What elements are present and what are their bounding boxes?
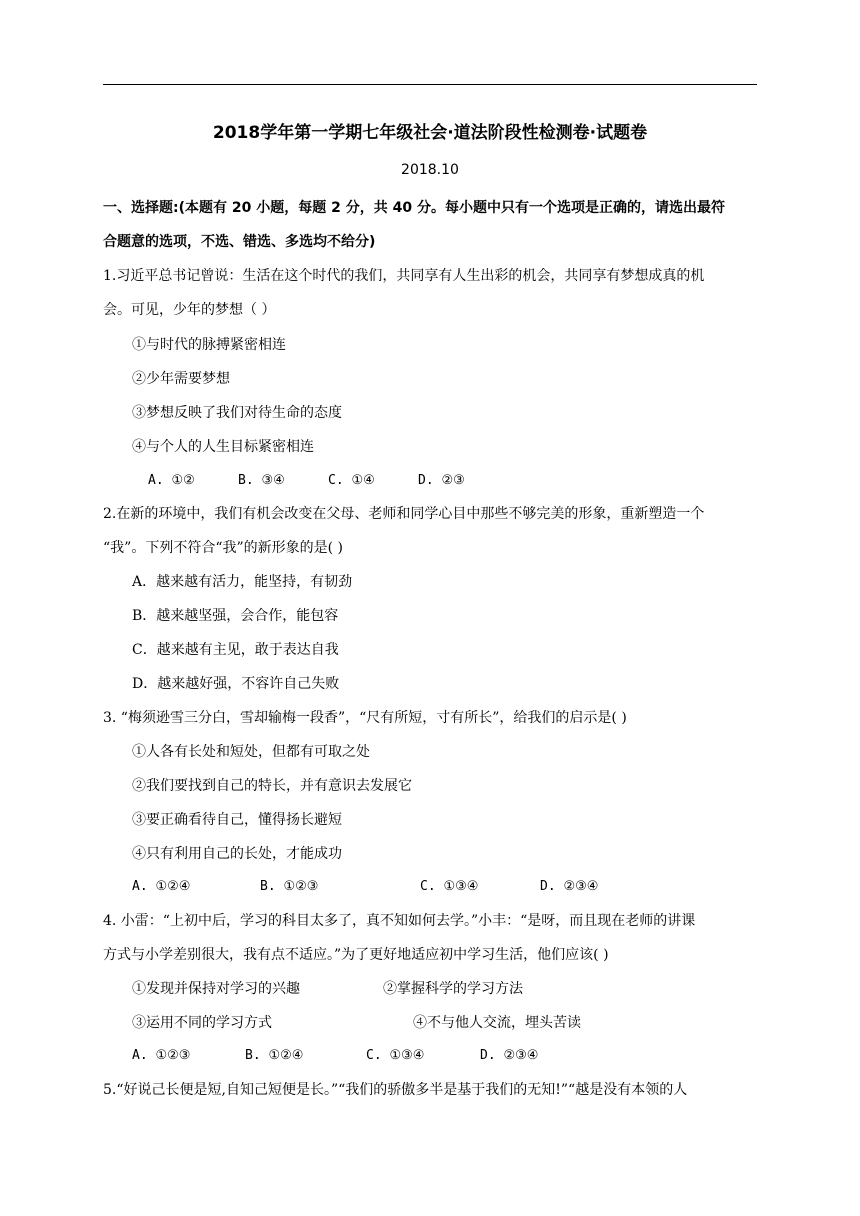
q3-item-4: ④只有利用自己的长处，才能成功 [132, 846, 342, 862]
q1-choices [148, 471, 465, 491]
q3-choice-a: A. ①②④ [132, 879, 191, 894]
exam-title: 2018学年第一学期七年级社会·道法阶段性检测卷·试题卷 [212, 123, 648, 143]
q2-option-b: B．越来越坚强，会合作，能包容 [132, 608, 339, 624]
q4-choice-c: C. ①③④ [366, 1048, 425, 1063]
q1-choice-d: D. ②③ [418, 473, 465, 488]
q1-choice-b: B. ③④ [238, 473, 285, 488]
q1-item-3: ③梦想反映了我们对待生命的态度 [132, 405, 342, 421]
q2-option-a: A．越来越有活力，能坚持，有韧劲 [132, 574, 353, 590]
q3-item-2: ②我们要找到自己的特长，并有意识去发展它 [132, 778, 412, 794]
q4-item-row-1 [132, 979, 752, 999]
q4-item-row-2 [132, 1013, 752, 1033]
header-rule [103, 84, 757, 85]
exam-date: 2018.10 [401, 162, 459, 178]
q3-item-1: ①人各有长处和短处，但都有可取之处 [132, 744, 370, 760]
q3-choice-c: C. ①③④ [420, 879, 479, 894]
q4-item-2: ②掌握科学的学习方法 [383, 981, 523, 997]
section-heading-line-2: 合题意的选项，不选、错选、多选均不给分) [103, 234, 376, 250]
q1-stem-line-1: 1.习近平总书记曾说：生活在这个时代的我们，共同享有人生出彩的机会，共同享有梦想成真的机 [103, 268, 705, 284]
q3-stem-line-1: 3. “梅须逊雪三分白，雪却输梅一段香”，“尺有所短，寸有所长”，给我们的启示是( ) [103, 710, 627, 726]
q1-item-1: ①与时代的脉搏紧密相连 [132, 337, 286, 353]
q4-item-3: ③运用不同的学习方式 [132, 1015, 272, 1031]
q3-choice-b: B. ①②③ [260, 879, 319, 894]
q4-choices [132, 1046, 538, 1066]
q3-choice-d: D. ②③④ [540, 879, 599, 894]
q2-option-c: C．越来越有主见，敢于表达自我 [132, 642, 339, 658]
q1-item-4: ④与个人的人生目标紧密相连 [132, 439, 314, 455]
q2-option-d: D．越来越好强，不容许自己失败 [132, 676, 340, 692]
q4-stem-line-2: 方式与小学差别很大，我有点不适应。”为了更好地适应初中学习生活，他们应该( ) [103, 947, 609, 963]
q3-choices [132, 877, 598, 897]
q1-stem-line-2: 会。可见，少年的梦想（ ） [103, 302, 276, 318]
q5-stem-line-1: 5.“好说己长便是短,自知己短便是长。”“我们的骄傲多半是基于我们的无知!”“越是没有本领的人 [103, 1082, 688, 1098]
q4-choice-b: B. ①②④ [245, 1048, 304, 1063]
q4-item-4: ④不与他人交流，埋头苦读 [413, 1015, 581, 1031]
q2-stem-line-1: 2.在新的环境中，我们有机会改变在父母、老师和同学心目中那些不够完美的形象，重新塑造一个 [103, 506, 705, 522]
q1-item-2: ②少年需要梦想 [132, 371, 230, 387]
q4-choice-a: A. ①②③ [132, 1048, 191, 1063]
q4-item-1: ①发现并保持对学习的兴趣 [132, 981, 300, 997]
q1-choice-c: C. ①④ [328, 473, 375, 488]
q4-choice-d: D. ②③④ [480, 1048, 539, 1063]
q1-choice-a: A. ①② [148, 473, 195, 488]
section-heading-line-1: 一、选择题:(本题有 20 小题，每题 2 分，共 40 分。每小题中只有一个选项是正确的，请选出最符 [103, 200, 725, 216]
q2-stem-line-2: “我”。下列不符合“我”的新形象的是( ) [103, 540, 344, 556]
q4-stem-line-1: 4. 小雷：“上初中后，学习的科目太多了，真不知如何去学。”小丰：“是呀，而且现在老师的讲课 [103, 913, 696, 929]
q3-item-3: ③要正确看待自己，懂得扬长避短 [132, 812, 342, 828]
